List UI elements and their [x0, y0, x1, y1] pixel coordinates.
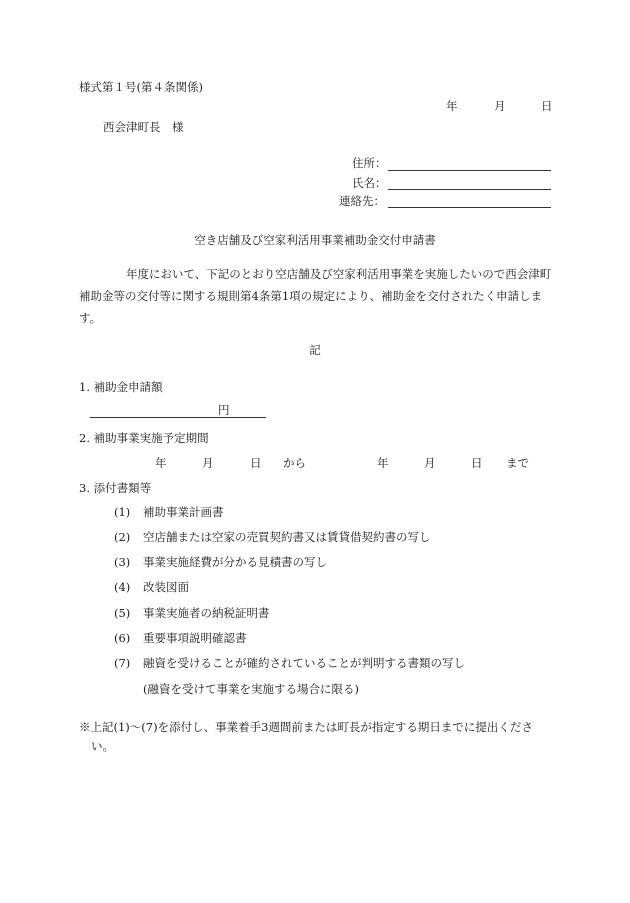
form-number: 様式第１号(第４条関係) [79, 80, 203, 94]
to-year: 年 [377, 456, 389, 470]
footnote-line-2: い。 [91, 739, 114, 753]
ki-heading: 記 [309, 343, 321, 357]
footnote-line-1: ※上記(1)～(7)を添付し、事業着手3週間前または町長が指定する期日までに提出くださ [79, 720, 533, 734]
from-day: 日 [250, 456, 262, 470]
address-field[interactable] [388, 170, 551, 171]
attachment-text: 補助事業計画書 [143, 505, 224, 519]
attachment-text: 改装図面 [143, 580, 189, 594]
attachment-7-note: (融資を受けて事業を実施する場合に限る) [143, 682, 359, 696]
from-year: 年 [155, 456, 167, 470]
attachment-text: 重要事項説明確認書 [143, 631, 247, 645]
from-suffix: から [283, 456, 306, 470]
attachment-number: (3) [114, 555, 131, 569]
body-text: 年度において、下記のとおり空店舗及び空家利活用事業を実施したいので西会津町補助金等の交付等に関する規則第4条第1項の規定により、補助金を交付されたく申請します。 [79, 267, 552, 325]
date-day-label: 日 [541, 99, 553, 113]
contact-field[interactable] [388, 207, 551, 208]
attachment-number: (5) [114, 606, 131, 620]
attachment-number: (6) [114, 631, 131, 645]
section-1-heading: 1. 補助金申請額 [79, 380, 163, 394]
to-month: 月 [424, 456, 436, 470]
name-label: 氏名： [352, 176, 387, 190]
date-year-label: 年 [446, 99, 458, 113]
attachment-text: 事業実施者の納税証明書 [143, 606, 270, 620]
amount-field[interactable] [90, 417, 266, 418]
contact-label: 連絡先： [339, 194, 385, 208]
attachment-number: (1) [114, 505, 131, 519]
name-field[interactable] [388, 189, 551, 190]
attachment-number: (4) [114, 580, 131, 594]
from-month: 月 [202, 456, 214, 470]
to-suffix: まで [506, 456, 529, 470]
document-title: 空き店舗及び空家利活用事業補助金交付申請書 [194, 233, 436, 247]
body-paragraph [79, 263, 552, 329]
attachment-text: 事業実施経費が分かる見積書の写し [143, 555, 327, 569]
attachment-number: (7) [114, 656, 131, 670]
to-day: 日 [471, 456, 483, 470]
address-label: 住所： [352, 156, 387, 170]
attachment-text: 空店舗または空家の売買契約書又は賃貸借契約書の写し [143, 530, 431, 544]
section-3-heading: 3. 添付書類等 [79, 481, 152, 495]
attachment-text: 融資を受けることが確約されていることが判明する書類の写し [143, 656, 465, 670]
yen-unit: 円 [218, 403, 230, 417]
date-month-label: 月 [494, 99, 506, 113]
section-2-heading: 2. 補助事業実施予定期間 [79, 431, 209, 445]
attachment-number: (2) [114, 530, 131, 544]
addressee: 西会津町長 様 [103, 120, 184, 134]
